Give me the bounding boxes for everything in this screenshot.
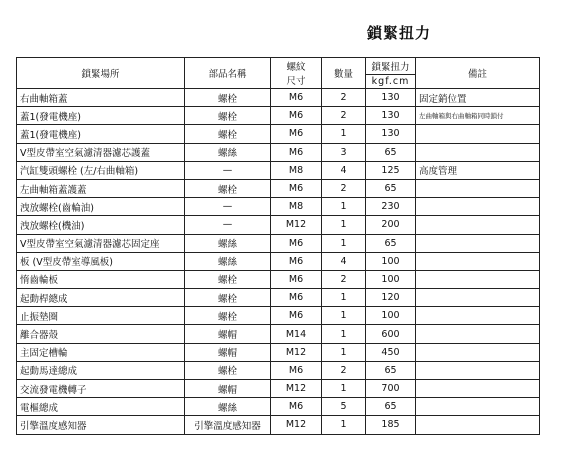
cell-part-name: 螺絲 <box>185 252 271 270</box>
table-row <box>17 216 540 234</box>
table-row <box>17 234 540 252</box>
cell-thread-size: M8 <box>271 161 322 179</box>
table-row <box>17 198 540 216</box>
cell-location: V型皮帶室空氣濾清器濾芯固定座 <box>17 234 185 252</box>
cell-remarks <box>416 398 540 416</box>
cell-quantity: 3 <box>322 143 366 161</box>
cell-torque: 450 <box>366 343 416 361</box>
cell-remarks: 固定銷位置 <box>416 89 540 107</box>
table-row <box>17 143 540 161</box>
cell-remarks <box>416 216 540 234</box>
table-row <box>17 270 540 288</box>
cell-thread-size: M6 <box>271 234 322 252</box>
cell-torque: 100 <box>366 252 416 270</box>
cell-thread-size: M6 <box>271 307 322 325</box>
cell-location: 引擎溫度感知器 <box>17 416 185 434</box>
cell-part-name: 螺栓 <box>185 361 271 379</box>
cell-remarks <box>416 416 540 434</box>
cell-torque: 65 <box>366 179 416 197</box>
cell-quantity: 1 <box>322 125 366 143</box>
cell-quantity: 2 <box>322 107 366 125</box>
cell-part-name: 引擎溫度感知器 <box>185 416 271 434</box>
cell-location: 止振墊圈 <box>17 307 185 325</box>
table-row <box>17 179 540 197</box>
cell-location: V型皮帶室空氣濾清器濾芯護蓋 <box>17 143 185 161</box>
table-body <box>17 89 540 435</box>
cell-thread-size: M14 <box>271 325 322 343</box>
cell-remarks <box>416 307 540 325</box>
page-title: 鎖緊扭力 <box>367 24 432 42</box>
table-row <box>17 89 540 107</box>
header-remarks: 備註 <box>416 58 540 89</box>
table-row <box>17 125 540 143</box>
cell-thread-size: M12 <box>271 216 322 234</box>
cell-torque: 230 <box>366 198 416 216</box>
cell-location: 起動馬達總成 <box>17 361 185 379</box>
cell-location: 交流發電機轉子 <box>17 380 185 398</box>
cell-remarks <box>416 380 540 398</box>
cell-remarks <box>416 125 540 143</box>
cell-thread-size: M6 <box>271 107 322 125</box>
cell-thread-size: M6 <box>271 89 322 107</box>
cell-location: 洩放螺栓(齒輪油) <box>17 198 185 216</box>
cell-remarks <box>416 325 540 343</box>
cell-quantity: 2 <box>322 179 366 197</box>
cell-part-name: 螺絲 <box>185 234 271 252</box>
cell-remarks <box>416 289 540 307</box>
cell-part-name: 螺帽 <box>185 325 271 343</box>
cell-quantity: 2 <box>322 89 366 107</box>
cell-location: 離合器殼 <box>17 325 185 343</box>
cell-quantity: 1 <box>322 380 366 398</box>
cell-torque: 600 <box>366 325 416 343</box>
cell-quantity: 1 <box>322 416 366 434</box>
cell-location: 板 (V型皮帶室導風板) <box>17 252 185 270</box>
cell-thread-size: M6 <box>271 289 322 307</box>
cell-thread-size: M8 <box>271 198 322 216</box>
cell-torque: 130 <box>366 89 416 107</box>
cell-remarks: 高度管理 <box>416 161 540 179</box>
table-row <box>17 416 540 434</box>
table-row <box>17 161 540 179</box>
table-header <box>17 58 540 89</box>
cell-thread-size: M12 <box>271 380 322 398</box>
torque-table <box>16 57 540 435</box>
cell-remarks <box>416 343 540 361</box>
cell-thread-size: M12 <box>271 343 322 361</box>
cell-thread-size: M12 <box>271 416 322 434</box>
cell-part-name: 螺栓 <box>185 89 271 107</box>
cell-part-name: — <box>185 216 271 234</box>
cell-torque: 65 <box>366 361 416 379</box>
header-thread-size-line2: 尺寸 <box>286 76 306 87</box>
header-part-name: 部品名稱 <box>185 58 271 89</box>
cell-quantity: 4 <box>322 161 366 179</box>
cell-quantity: 5 <box>322 398 366 416</box>
cell-torque: 65 <box>366 234 416 252</box>
cell-torque: 700 <box>366 380 416 398</box>
cell-remarks: 左曲軸箱與右曲軸箱同時鎖付 <box>416 107 540 125</box>
cell-quantity: 1 <box>322 198 366 216</box>
cell-remarks <box>416 234 540 252</box>
cell-part-name: 螺栓 <box>185 125 271 143</box>
cell-location: 汽缸雙頭螺栓 (左/右曲軸箱) <box>17 161 185 179</box>
cell-torque: 130 <box>366 107 416 125</box>
cell-torque: 185 <box>366 416 416 434</box>
cell-part-name: 螺帽 <box>185 343 271 361</box>
cell-part-name: 螺絲 <box>185 398 271 416</box>
cell-location: 右曲軸箱蓋 <box>17 89 185 107</box>
cell-part-name: 螺栓 <box>185 179 271 197</box>
header-quantity: 數量 <box>322 58 366 89</box>
cell-torque: 200 <box>366 216 416 234</box>
table-row <box>17 289 540 307</box>
cell-quantity: 2 <box>322 361 366 379</box>
table-row <box>17 252 540 270</box>
cell-part-name: 螺栓 <box>185 107 271 125</box>
cell-location: 左曲軸箱蓋護蓋 <box>17 179 185 197</box>
cell-torque: 130 <box>366 125 416 143</box>
cell-torque: 120 <box>366 289 416 307</box>
cell-quantity: 1 <box>322 307 366 325</box>
table-row <box>17 361 540 379</box>
cell-torque: 125 <box>366 161 416 179</box>
cell-part-name: 螺栓 <box>185 307 271 325</box>
cell-location: 蓋1(發電機座) <box>17 125 185 143</box>
cell-thread-size: M6 <box>271 252 322 270</box>
cell-location: 起動桿總成 <box>17 289 185 307</box>
cell-quantity: 1 <box>322 216 366 234</box>
table-row <box>17 398 540 416</box>
cell-thread-size: M6 <box>271 398 322 416</box>
cell-thread-size: M6 <box>271 361 322 379</box>
cell-torque: 65 <box>366 398 416 416</box>
cell-location: 電樞總成 <box>17 398 185 416</box>
cell-thread-size: M6 <box>271 270 322 288</box>
header-location: 鎖緊場所 <box>17 58 185 89</box>
table-row <box>17 307 540 325</box>
cell-part-name: — <box>185 198 271 216</box>
cell-quantity: 1 <box>322 325 366 343</box>
cell-location: 主固定槽輪 <box>17 343 185 361</box>
cell-location: 蓋1(發電機座) <box>17 107 185 125</box>
cell-part-name: 螺栓 <box>185 289 271 307</box>
cell-remarks <box>416 143 540 161</box>
cell-location: 洩放螺栓(機油) <box>17 216 185 234</box>
cell-remarks <box>416 361 540 379</box>
cell-thread-size: M6 <box>271 143 322 161</box>
cell-torque: 100 <box>366 270 416 288</box>
table-row <box>17 343 540 361</box>
header-torque: 鎖緊扭力 <box>366 58 416 75</box>
cell-part-name: 螺栓 <box>185 270 271 288</box>
cell-thread-size: M6 <box>271 125 322 143</box>
table-row <box>17 325 540 343</box>
cell-quantity: 2 <box>322 270 366 288</box>
cell-quantity: 1 <box>322 343 366 361</box>
cell-part-name: 螺帽 <box>185 380 271 398</box>
header-thread-size <box>271 58 322 89</box>
cell-part-name: 螺絲 <box>185 143 271 161</box>
header-thread-size-line1: 螺紋 <box>286 62 306 73</box>
table-row <box>17 380 540 398</box>
table-row <box>17 107 540 125</box>
header-torque-unit: kgf.cm <box>366 75 416 89</box>
cell-remarks <box>416 179 540 197</box>
cell-part-name: — <box>185 161 271 179</box>
cell-torque: 65 <box>366 143 416 161</box>
cell-thread-size: M6 <box>271 179 322 197</box>
cell-quantity: 1 <box>322 289 366 307</box>
cell-torque: 100 <box>366 307 416 325</box>
cell-quantity: 1 <box>322 234 366 252</box>
cell-remarks <box>416 270 540 288</box>
cell-quantity: 4 <box>322 252 366 270</box>
cell-location: 惰齒輪板 <box>17 270 185 288</box>
cell-remarks <box>416 198 540 216</box>
cell-remarks <box>416 252 540 270</box>
